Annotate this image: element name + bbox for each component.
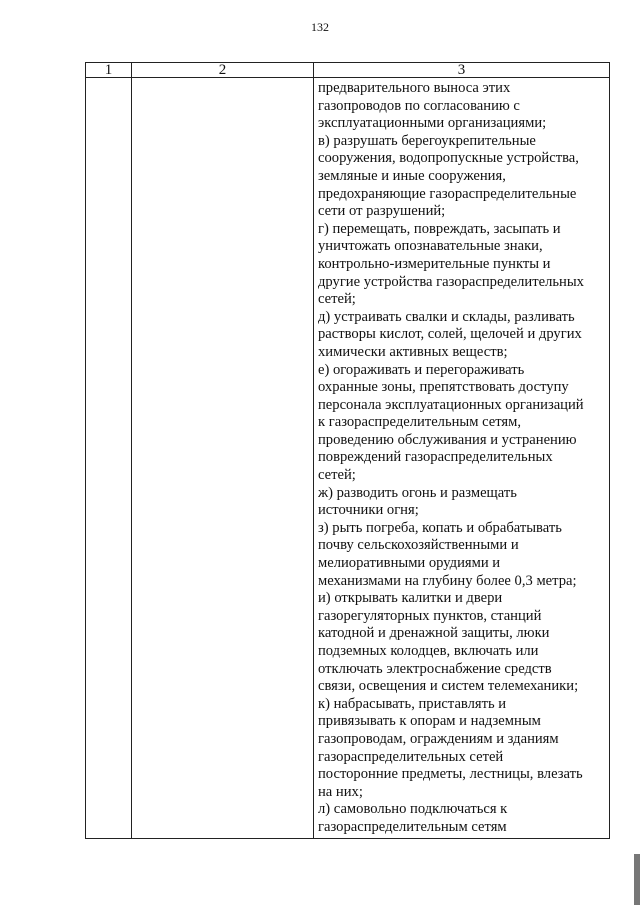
- text-line: отключать электроснабжение средств: [318, 660, 552, 677]
- text-line: контрольно-измерительные пункты и: [318, 255, 551, 272]
- text-line: з) рыть погреба, копать и обрабатывать: [318, 519, 562, 536]
- text-line: сооружения, водопропускные устройства,: [318, 150, 579, 167]
- cell-col-3: [314, 78, 610, 839]
- text-line: связи, освещения и систем телемеханики;: [318, 678, 579, 695]
- text-line: уничтожать опознавательные знаки,: [318, 238, 543, 255]
- table-header-row: [86, 63, 610, 78]
- text-line: к газораспределительным сетям,: [318, 414, 522, 431]
- text-line: е) огораживать и перегораживать: [318, 361, 525, 378]
- text-line: земляные и иные сооружения,: [318, 167, 506, 184]
- text-line: к) набрасывать, приставлять и: [318, 695, 507, 712]
- text-line: растворы кислот, солей, щелочей и других: [318, 326, 582, 343]
- document-table: [85, 62, 610, 839]
- header-col-3: 3: [314, 63, 610, 78]
- text-line: механизмами на глубину более 0,3 метра;: [318, 572, 577, 589]
- text-line: л) самовольно подключаться к: [318, 801, 508, 818]
- text-line: ж) разводить огонь и размещать: [318, 484, 517, 501]
- text-line: химически активных веществ;: [318, 343, 508, 360]
- text-line: д) устраивать свалки и склады, разливать: [318, 308, 575, 325]
- text-line: привязывать к опорам и надземным: [318, 713, 541, 730]
- cell-col-1: [86, 78, 132, 839]
- text-line: газопроводам, ограждениям и зданиям: [318, 730, 559, 747]
- header-col-1: 1: [86, 63, 132, 78]
- text-line: на них;: [318, 783, 363, 800]
- text-line: сетей;: [318, 467, 356, 484]
- text-line: почву сельскохозяйственными и: [318, 537, 519, 554]
- text-line: газорегуляторных пунктов, станций: [318, 607, 542, 624]
- text-line: сетей;: [318, 291, 356, 308]
- text-line: эксплуатационными организациями;: [318, 115, 547, 132]
- text-line: в) разрушать берегоукрепительные: [318, 132, 536, 149]
- text-line: г) перемещать, повреждать, засыпать и: [318, 220, 561, 237]
- text-line: посторонние предметы, лестницы, влезать: [318, 766, 583, 783]
- scan-edge-shadow: [634, 854, 640, 905]
- text-line: сети от разрушений;: [318, 203, 446, 220]
- text-line: подземных колодцев, включать или: [318, 643, 539, 659]
- text-line: мелиоративными орудиями и: [318, 555, 501, 572]
- text-line: предохраняющие газораспределительные: [318, 185, 577, 202]
- text-line: газораспределительным сетям: [318, 818, 507, 835]
- page-number: 132: [311, 20, 329, 34]
- text-line: персонала эксплуатационных организаций: [318, 396, 584, 413]
- header-col-2: 2: [132, 63, 314, 78]
- text-line: газопроводов по согласованию с: [318, 97, 520, 114]
- text-line: повреждений газораспределительных: [318, 449, 553, 466]
- table-body-row: [86, 78, 610, 839]
- text-line: катодной и дренажной защиты, люки: [318, 625, 550, 642]
- cell-col-2: [132, 78, 314, 839]
- text-line: охранные зоны, препятствовать доступу: [318, 379, 569, 396]
- text-line: проведению обслуживания и устранению: [318, 431, 577, 448]
- cell-col-3-text: [314, 78, 609, 837]
- text-line: источники огня;: [318, 502, 419, 519]
- text-line: и) открывать калитки и двери: [318, 590, 503, 607]
- text-line: газораспределительных сетей: [318, 748, 504, 765]
- text-line: предварительного выноса этих: [318, 80, 511, 96]
- text-line: другие устройства газораспределительных: [318, 273, 584, 290]
